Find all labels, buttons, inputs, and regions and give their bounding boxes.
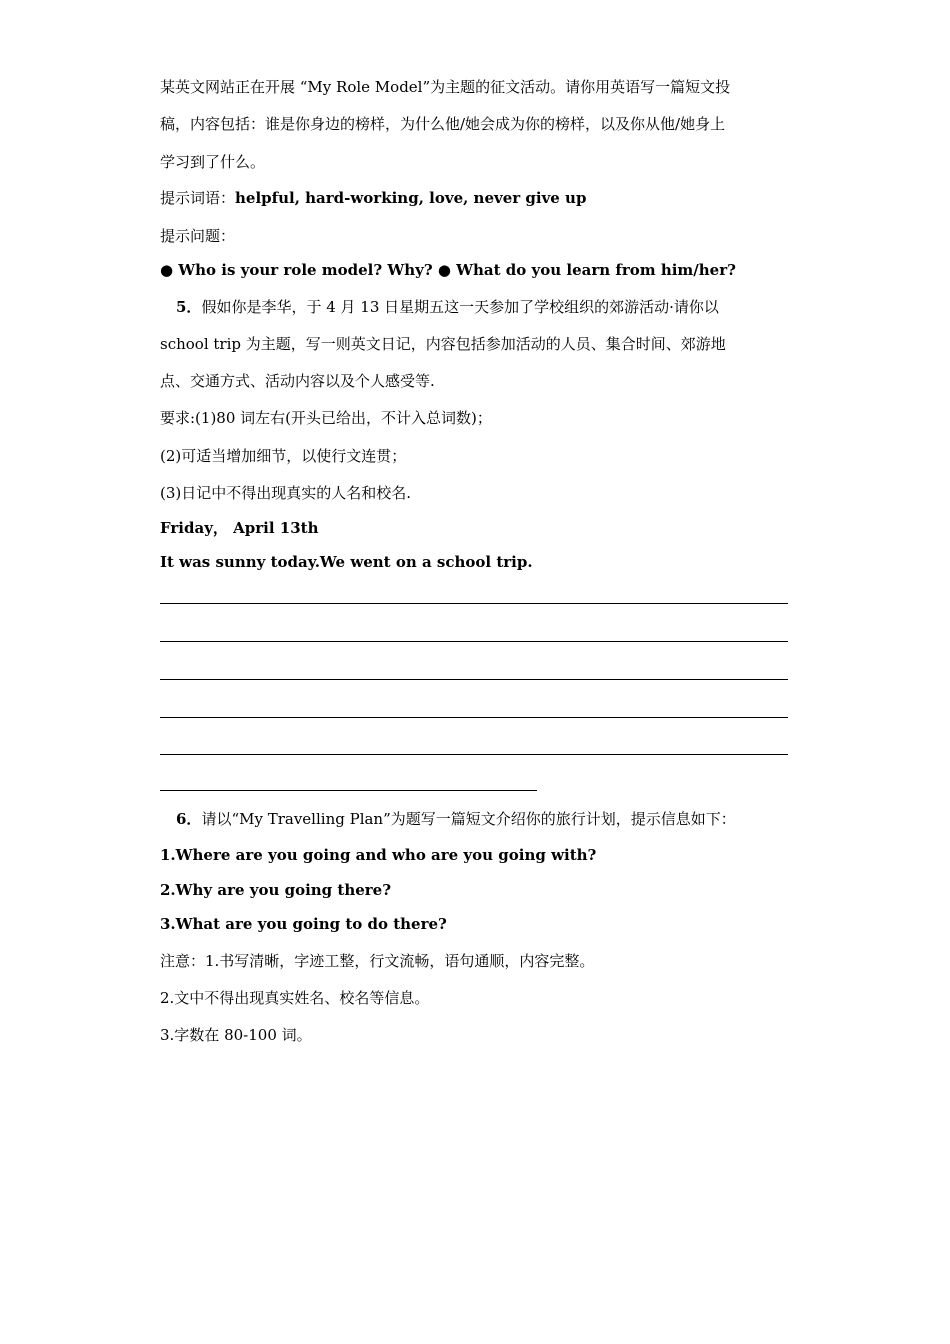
section4-line3: 学习到了什么。 xyxy=(160,153,266,171)
section5-number: 5． xyxy=(176,298,202,316)
answer-line xyxy=(160,679,788,680)
section4-line2: 稿，内容包括：谁是你身边的榜样，为什么他/她会成为你的榜样，以及你从他/她身上 xyxy=(160,115,726,133)
hint-words: helpful, hard-working, love, never give up xyxy=(235,189,587,207)
section4-line1: 某英文网站正在开展 “My Role Model”为主题的征文活动。请你用英语写一篇短文投 xyxy=(160,78,731,96)
section5-prompt-line1: 假如你是李华，于 4 月 13 日星期五这一天参加了学校组织的郊游活动·请你以 xyxy=(201,298,719,316)
hint-words-line xyxy=(160,188,790,208)
hint-words-label: 提示词语： xyxy=(160,189,236,207)
answer-line xyxy=(160,717,788,718)
section6-line1 xyxy=(176,809,806,829)
answer-line xyxy=(160,754,788,755)
section5-requirement-3: (3)日记中不得出现真实的人名和校名. xyxy=(160,484,412,502)
diary-opening: It was sunny today.We went on a school trip. xyxy=(160,553,533,571)
section5-line2: school trip 为主题，写一则英文日记，内容包括参加活动的人员、集合时间、郊游地 xyxy=(160,335,726,353)
section6-note-1: 注意：1.书写清晰，字迹工整，行文流畅，语句通顺，内容完整。 xyxy=(160,952,595,970)
section6-number: 6． xyxy=(176,810,202,828)
diary-date: Friday， April 13th xyxy=(160,519,319,537)
section5-requirement-1: 要求:(1)80 词左右(开头已给出，不计入总词数)； xyxy=(160,409,492,427)
section6-question-2: 2.Why are you going there? xyxy=(160,881,392,899)
section5-line1 xyxy=(176,297,806,317)
answer-line xyxy=(160,603,788,604)
answer-line xyxy=(160,790,537,791)
section6-question-1: 1.Where are you going and who are you going with? xyxy=(160,846,597,864)
answer-line xyxy=(160,641,788,642)
section5-line3: 点、交通方式、活动内容以及个人感受等. xyxy=(160,372,435,390)
section5-requirement-2: (2)可适当增加细节，以使行文连贯； xyxy=(160,447,407,465)
section6-note-3: 3.字数在 80-100 词。 xyxy=(160,1026,312,1044)
hint-questions-label: 提示问题： xyxy=(160,227,236,245)
hint-questions: ● Who is your role model? Why? ● What do you learn from him/her? xyxy=(160,261,736,279)
section6-note-2: 2.文中不得出现真实姓名、校名等信息。 xyxy=(160,989,430,1007)
section6-prompt: 请以“My Travelling Plan”为题写一篇短文介绍你的旅行计划，提示信息如下： xyxy=(201,810,736,828)
section6-question-3: 3.What are you going to do there? xyxy=(160,915,447,933)
